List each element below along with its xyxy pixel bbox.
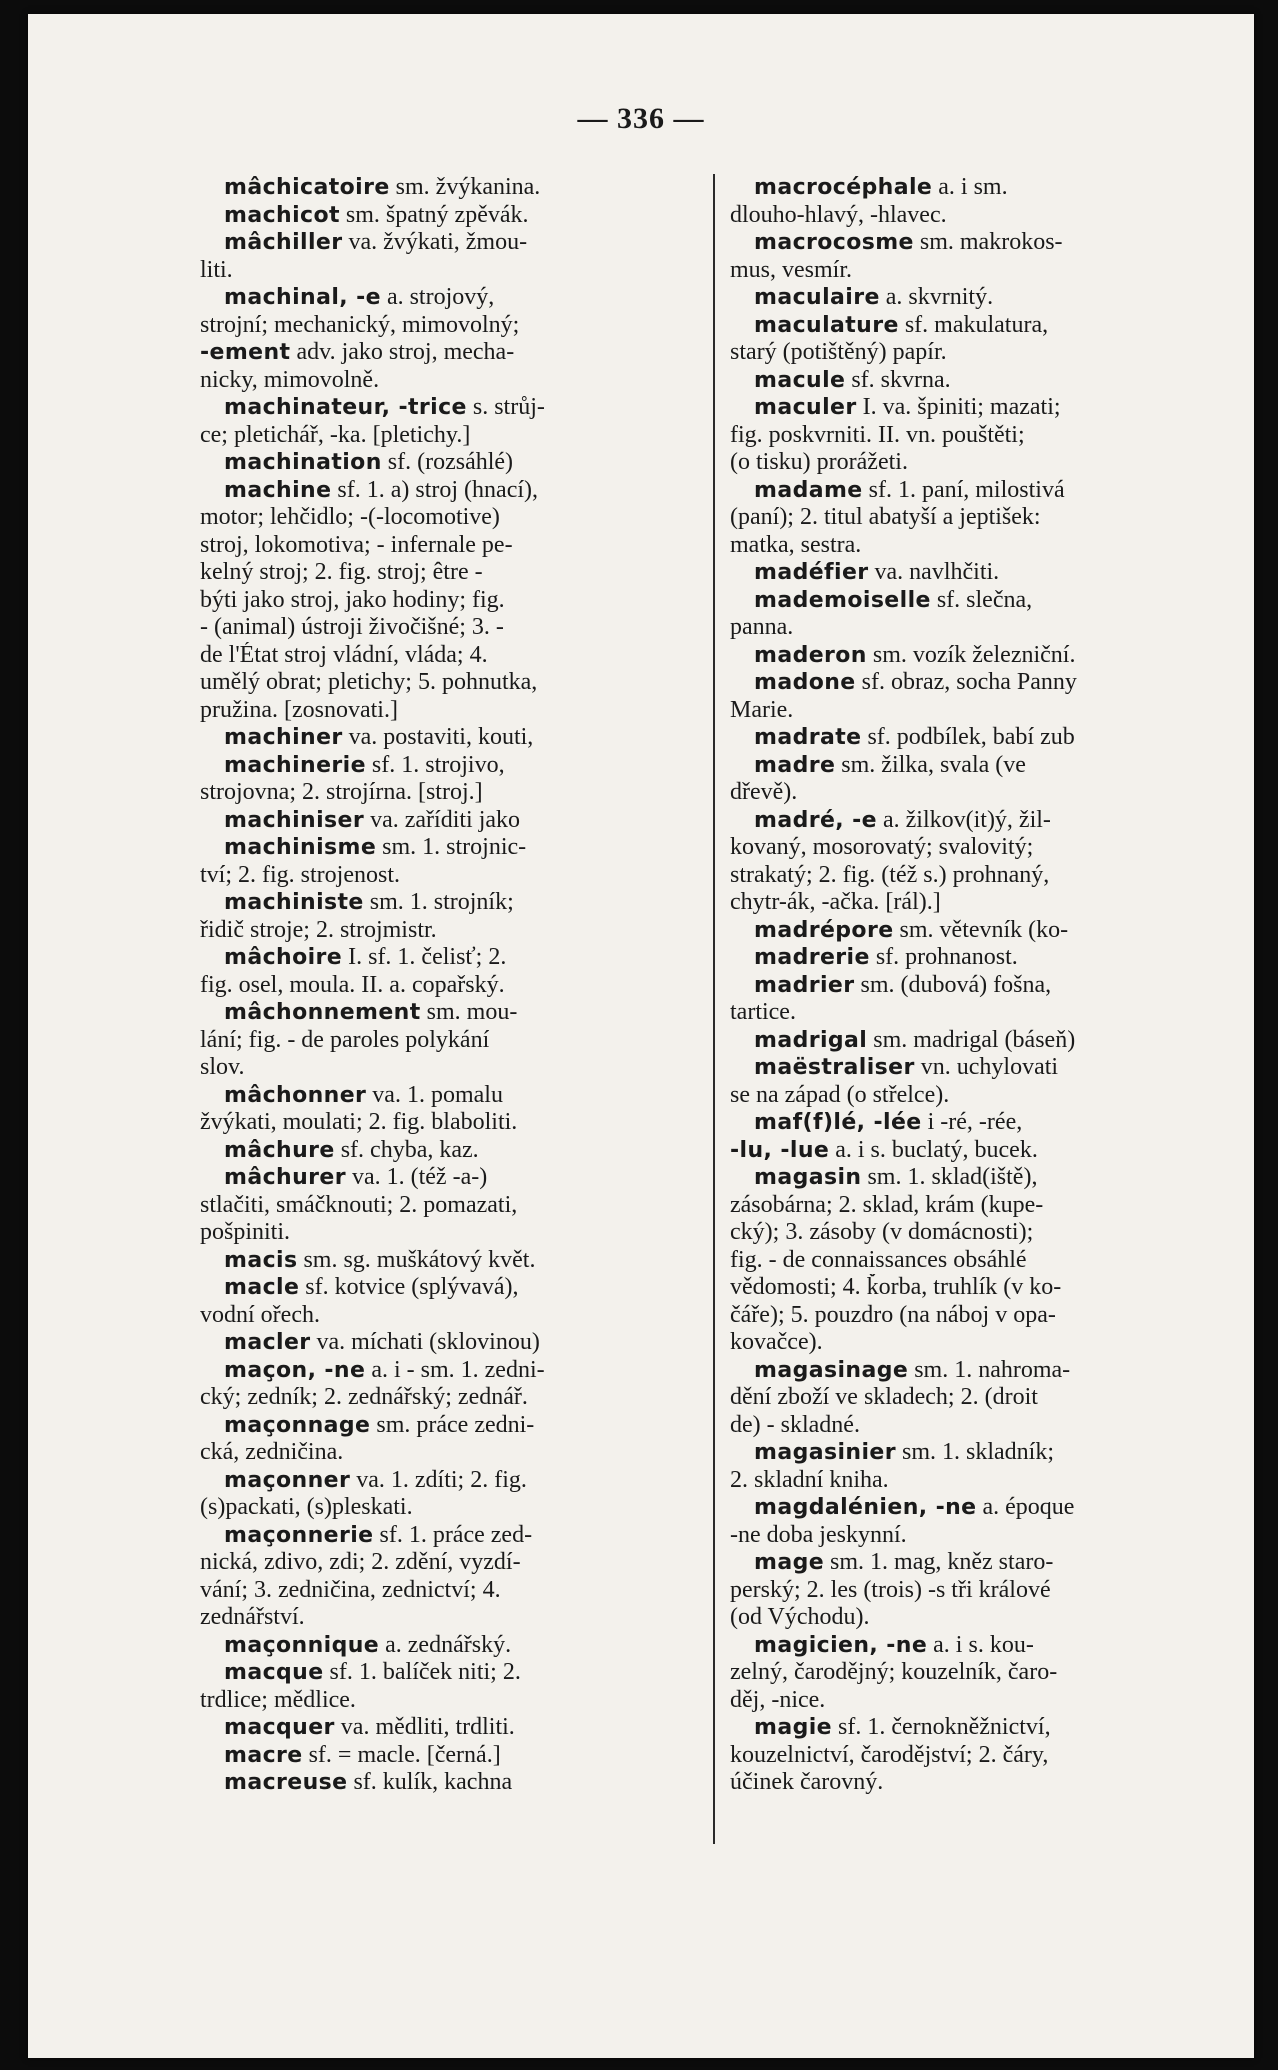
definition-text: - (animal) ústroji živočišné; 3. - bbox=[200, 614, 504, 640]
dictionary-line bbox=[730, 1522, 1200, 1550]
headword: macule bbox=[754, 367, 846, 393]
definition-text: (od Východu). bbox=[730, 1604, 870, 1630]
dictionary-line bbox=[730, 917, 1200, 945]
headword: madrerie bbox=[754, 945, 870, 970]
dictionary-line bbox=[730, 1302, 1200, 1330]
dictionary-line bbox=[200, 999, 694, 1027]
definition-text: (s)packati, (s)pleskati. bbox=[200, 1494, 413, 1520]
definition-text: čáře); 5. pouzdro (na náboj v opa- bbox=[730, 1301, 1056, 1328]
dictionary-line bbox=[730, 229, 1200, 257]
definition-text: stlačiti, smáčknouti; 2. pomazati, bbox=[200, 1191, 518, 1218]
headword: -lu, -lue bbox=[730, 1137, 830, 1163]
dictionary-line bbox=[730, 1742, 1200, 1770]
dictionary-line bbox=[730, 1274, 1200, 1302]
dictionary-line bbox=[730, 1357, 1200, 1385]
definition-text: Marie. bbox=[730, 696, 794, 723]
definition-text: vodní ořech. bbox=[200, 1301, 320, 1328]
dictionary-line bbox=[200, 202, 694, 230]
dictionary-line bbox=[200, 944, 694, 972]
definition-text: fig. - de connaissances obsáhlé bbox=[730, 1246, 1027, 1273]
headword: madrate bbox=[754, 725, 862, 750]
definition-text: tví; 2. fig. strojenost. bbox=[200, 861, 400, 888]
definition-text: s. strůj- bbox=[466, 394, 545, 420]
definition-text: sm. mou- bbox=[420, 999, 518, 1025]
definition-text: sm. (dubová) fošna, bbox=[854, 971, 1052, 998]
definition-text: va. žvýkati, žmou- bbox=[342, 229, 528, 255]
dictionary-line bbox=[730, 1632, 1200, 1660]
headword: mâchurer bbox=[224, 1165, 346, 1190]
dictionary-line bbox=[200, 229, 694, 257]
dictionary-line bbox=[730, 1687, 1200, 1715]
headword: machinal, -e bbox=[224, 285, 381, 310]
dictionary-line bbox=[200, 559, 694, 587]
headword: machination bbox=[224, 450, 382, 475]
definition-text: sm. 1. sklad(iště), bbox=[861, 1164, 1038, 1190]
definition-text: 2. skladní kniha. bbox=[730, 1466, 889, 1493]
headword: macler bbox=[224, 1330, 311, 1355]
dictionary-line bbox=[730, 477, 1200, 505]
definition-text: sm. 1. mag, kněz staro- bbox=[824, 1549, 1054, 1575]
definition-text: nicky, mimovolně. bbox=[200, 366, 380, 393]
dictionary-line bbox=[200, 614, 694, 642]
dictionary-line bbox=[200, 642, 694, 670]
dictionary-line bbox=[200, 779, 694, 807]
headword: mâchonner bbox=[224, 1082, 367, 1108]
dictionary-line bbox=[730, 559, 1200, 587]
dictionary-line bbox=[200, 1137, 694, 1165]
dictionary-line bbox=[200, 1687, 694, 1715]
headword: macque bbox=[224, 1660, 324, 1685]
dictionary-line bbox=[200, 422, 694, 450]
dictionary-line bbox=[730, 1027, 1200, 1055]
headword: magasinier bbox=[754, 1440, 896, 1465]
dictionary-line bbox=[200, 504, 694, 532]
dictionary-line bbox=[200, 1082, 694, 1110]
headword: mâchure bbox=[224, 1137, 335, 1163]
headword: maculature bbox=[754, 312, 899, 338]
dictionary-line bbox=[730, 339, 1200, 367]
definition-text: kelný stroj; 2. fig. stroj; être - bbox=[200, 559, 483, 585]
definition-text: strojní; mechanický, mimovolný; bbox=[200, 311, 520, 338]
headword: madrier bbox=[754, 972, 855, 998]
dictionary-line bbox=[730, 1137, 1200, 1165]
dictionary-line bbox=[200, 1329, 694, 1357]
definition-text: vání; 3. zedničina, zednictví; 4. bbox=[200, 1576, 501, 1603]
dictionary-line bbox=[730, 1109, 1200, 1137]
headword: macrocéphale bbox=[754, 175, 933, 200]
definition-text: děj, -nice. bbox=[730, 1686, 826, 1713]
definition-text: a. époque bbox=[976, 1494, 1075, 1520]
definition-text: I. sf. 1. čelisť; 2. bbox=[342, 944, 507, 970]
dictionary-line bbox=[200, 1577, 694, 1605]
dictionary-line bbox=[200, 1439, 694, 1467]
dictionary-line bbox=[730, 257, 1200, 285]
dictionary-line bbox=[730, 1577, 1200, 1605]
dictionary-line bbox=[730, 779, 1200, 807]
dictionary-line bbox=[200, 669, 694, 697]
dictionary-line bbox=[200, 1357, 694, 1385]
definition-text: ce; pletichář, -ka. [pletichy.] bbox=[200, 421, 471, 448]
definition-text: sf. 1. a) stroj (hnací), bbox=[331, 476, 539, 503]
headword: macquer bbox=[224, 1715, 335, 1740]
dictionary-line bbox=[200, 1109, 694, 1137]
dictionary-line bbox=[730, 1054, 1200, 1082]
definition-text: sm. 1. strojník; bbox=[363, 889, 514, 915]
dictionary-line bbox=[730, 394, 1200, 422]
headword: macreuse bbox=[224, 1770, 348, 1795]
headword: maçonnerie bbox=[224, 1522, 374, 1548]
definition-text: kovačce). bbox=[730, 1329, 823, 1355]
dictionary-line bbox=[730, 889, 1200, 917]
dictionary-line bbox=[200, 862, 694, 890]
definition-text: a. zednářský. bbox=[379, 1631, 512, 1658]
definition-text: stroj, lokomotiva; - infernale pe- bbox=[200, 531, 513, 558]
definition-text: sf. (rozsáhlé) bbox=[381, 449, 514, 475]
dictionary-line bbox=[730, 1549, 1200, 1577]
dictionary-line bbox=[200, 1714, 694, 1742]
definition-text: býti jako stroj, jako hodiny; fig. bbox=[200, 586, 505, 613]
definition-text: panna. bbox=[730, 614, 794, 640]
headword: maçonnage bbox=[224, 1412, 371, 1438]
dictionary-line bbox=[200, 1247, 694, 1275]
definition-text: adv. jako stroj, mecha- bbox=[290, 339, 515, 365]
dictionary-line bbox=[730, 367, 1200, 395]
dictionary-line bbox=[730, 944, 1200, 972]
dictionary-line bbox=[730, 422, 1200, 450]
dictionary-line bbox=[200, 1384, 694, 1412]
definition-text: kouzelnictví, čarodějství; 2. čáry, bbox=[730, 1741, 1049, 1768]
headword: mademoiselle bbox=[754, 587, 931, 613]
dictionary-line bbox=[200, 889, 694, 917]
headword: mâchiller bbox=[224, 230, 343, 255]
definition-text: fig. poskvrniti. II. vn. pouštěti; bbox=[730, 421, 1025, 448]
definition-text: vn. uchylovati bbox=[914, 1054, 1059, 1080]
dictionary-line bbox=[200, 1494, 694, 1522]
headword: machiner bbox=[224, 725, 343, 750]
dictionary-line bbox=[200, 257, 694, 285]
dictionary-line bbox=[730, 999, 1200, 1027]
definition-text: se na západ (o střelce). bbox=[730, 1081, 950, 1108]
dictionary-line bbox=[730, 614, 1200, 642]
dictionary-line bbox=[200, 1742, 694, 1770]
dictionary-line bbox=[730, 1467, 1200, 1495]
definition-text: sm. 1. skladník; bbox=[895, 1439, 1054, 1465]
definition-text: sm. práce zedni- bbox=[370, 1411, 535, 1438]
definition-text: sf. 1. paní, milostivá bbox=[862, 476, 1065, 503]
headword: magie bbox=[754, 1715, 832, 1740]
dictionary-line bbox=[200, 1549, 694, 1577]
dictionary-line bbox=[730, 1164, 1200, 1192]
headword: machiniser bbox=[224, 807, 365, 833]
headword: macis bbox=[224, 1247, 298, 1273]
headword: maçonner bbox=[224, 1467, 351, 1493]
dictionary-line bbox=[730, 1329, 1200, 1357]
definition-text: de l'État stroj vládní, vláda; 4. bbox=[200, 641, 488, 668]
definition-text: sf. prohnanost. bbox=[869, 944, 1018, 970]
definition-text: sm. vozík železniční. bbox=[866, 641, 1076, 668]
headword: maëstraliser bbox=[754, 1055, 915, 1080]
headword: machiniste bbox=[224, 890, 364, 915]
definition-text: žvýkati, moulati; 2. fig. blaboliti. bbox=[200, 1109, 518, 1135]
definition-text: sf. 1. černokněžnictví, bbox=[831, 1714, 1051, 1740]
definition-text: cký); 3. zásoby (v domácnosti); bbox=[730, 1219, 1034, 1245]
headword: madré, -e bbox=[754, 807, 877, 833]
headword: machinerie bbox=[224, 752, 366, 778]
dictionary-line bbox=[730, 972, 1200, 1000]
definition-text: a. skvrnitý. bbox=[879, 284, 994, 310]
dictionary-line bbox=[730, 1659, 1200, 1687]
definition-text: va. postaviti, kouti, bbox=[342, 724, 534, 750]
dictionary-line bbox=[200, 1054, 694, 1082]
dictionary-line bbox=[730, 449, 1200, 477]
dictionary-line bbox=[200, 1219, 694, 1247]
dictionary-line bbox=[200, 1274, 694, 1302]
dictionary-line bbox=[200, 394, 694, 422]
headword: magasin bbox=[754, 1165, 862, 1190]
definition-text: sf. slečna, bbox=[930, 586, 1033, 613]
headword: macrocosme bbox=[754, 230, 914, 255]
dictionary-line bbox=[200, 1659, 694, 1687]
headword: magdalénien, -ne bbox=[754, 1495, 977, 1520]
definition-text: sf. kulík, kachna bbox=[347, 1769, 513, 1795]
definition-text: sm. makrokos- bbox=[913, 229, 1063, 255]
headword: magicien, -ne bbox=[754, 1632, 928, 1658]
headword: maçonnique bbox=[224, 1632, 380, 1658]
definition-text: řidič stroje; 2. strojmistr. bbox=[200, 916, 437, 943]
definition-text: účinek čarovný. bbox=[730, 1769, 884, 1795]
dictionary-line bbox=[200, 834, 694, 862]
headword: maculer bbox=[754, 395, 857, 420]
definition-text: sf. = macle. [černá.] bbox=[302, 1741, 501, 1768]
headword: madrépore bbox=[754, 917, 894, 943]
definition-text: va. navlhčiti. bbox=[868, 559, 1000, 585]
headword: madone bbox=[754, 670, 856, 695]
definition-text: strojovna; 2. strojírna. [stroj.] bbox=[200, 779, 483, 805]
definition-text: sm. 1. strojnic- bbox=[376, 834, 527, 860]
dictionary-line bbox=[200, 284, 694, 312]
dictionary-line bbox=[730, 1384, 1200, 1412]
dictionary-line bbox=[200, 532, 694, 560]
dictionary-line bbox=[200, 449, 694, 477]
page-number: — 336 — bbox=[577, 102, 705, 135]
dictionary-line bbox=[200, 1467, 694, 1495]
dictionary-line bbox=[730, 1247, 1200, 1275]
headword: mage bbox=[754, 1550, 825, 1575]
headword: -ement bbox=[200, 340, 291, 365]
headword: macle bbox=[224, 1275, 300, 1300]
definition-text: fig. osel, moula. II. a. copařský. bbox=[200, 971, 505, 998]
definition-text: nická, zdivo, zdi; 2. zdění, vyzdí- bbox=[200, 1549, 521, 1575]
definition-text: liti. bbox=[200, 256, 233, 283]
headword: madéfier bbox=[754, 560, 869, 585]
definition-text: tartice. bbox=[730, 999, 796, 1025]
definition-text: I. va. špiniti; mazati; bbox=[856, 394, 1061, 420]
definition-text: strakatý; 2. fig. (též s.) prohnaný, bbox=[730, 861, 1050, 888]
definition-text: dlouho-hlavý, -hlavec. bbox=[730, 201, 947, 228]
definition-text: va. 1. (též -a-) bbox=[345, 1164, 488, 1190]
headword: mâchonnement bbox=[224, 1000, 421, 1025]
dictionary-line bbox=[200, 1632, 694, 1660]
definition-text: zednářství. bbox=[200, 1604, 305, 1630]
dictionary-line bbox=[730, 669, 1200, 697]
dictionary-line bbox=[730, 642, 1200, 670]
dictionary-line bbox=[730, 724, 1200, 752]
dictionary-line bbox=[730, 312, 1200, 340]
dictionary-line bbox=[730, 174, 1200, 202]
definition-text: sm. 1. nahroma- bbox=[908, 1356, 1071, 1383]
headword: magasinage bbox=[754, 1357, 909, 1383]
dictionary-line bbox=[730, 1494, 1200, 1522]
dictionary-line bbox=[730, 1082, 1200, 1110]
definition-text: sf. chyba, kaz. bbox=[334, 1136, 479, 1163]
definition-text: va. 1. pomalu bbox=[366, 1081, 503, 1108]
definition-text: de) - skladné. bbox=[730, 1411, 860, 1438]
definition-text: sm. sg. muškátový květ. bbox=[297, 1246, 536, 1273]
definition-text: perský; 2. les (trois) -s tři králové bbox=[730, 1576, 1051, 1603]
definition-text: -ne doba jeskynní. bbox=[730, 1521, 907, 1548]
definition-text: a. i sm. bbox=[932, 174, 1008, 200]
dictionary-line bbox=[730, 1769, 1200, 1797]
right-column bbox=[730, 174, 1200, 1797]
definition-text: va. zaříditi jako bbox=[364, 806, 521, 833]
definition-text: sf. 1. práce zed- bbox=[373, 1521, 533, 1548]
definition-text: sf. podbílek, babí zub bbox=[861, 724, 1075, 750]
definition-text: sf. 1. strojivo, bbox=[365, 751, 505, 778]
headword: maderon bbox=[754, 642, 867, 668]
dictionary-line bbox=[200, 1522, 694, 1550]
dictionary-line bbox=[730, 697, 1200, 725]
dictionary-line bbox=[200, 174, 694, 202]
dictionary-line bbox=[200, 697, 694, 725]
dictionary-line bbox=[730, 862, 1200, 890]
dictionary-line bbox=[200, 752, 694, 780]
headword: mâchoire bbox=[224, 945, 343, 970]
dictionary-line bbox=[200, 1302, 694, 1330]
definition-text: va. 1. zdíti; 2. fig. bbox=[350, 1466, 527, 1493]
headword: madame bbox=[754, 477, 863, 503]
dictionary-line bbox=[730, 532, 1200, 560]
left-column bbox=[200, 174, 694, 1797]
headword: macre bbox=[224, 1742, 303, 1768]
dictionary-line bbox=[730, 1604, 1200, 1632]
definition-text: slov. bbox=[200, 1054, 245, 1080]
headword: madrigal bbox=[754, 1027, 868, 1053]
headword: machinateur, -trice bbox=[224, 395, 467, 420]
definition-text: sf. 1. balíček niti; 2. bbox=[323, 1659, 521, 1685]
definition-text: dřevě). bbox=[730, 779, 798, 805]
dictionary-line bbox=[730, 1219, 1200, 1247]
dictionary-line bbox=[730, 752, 1200, 780]
definition-text: sf. makulatura, bbox=[898, 311, 1049, 338]
definition-text: sm. větevník (ko- bbox=[893, 916, 1069, 943]
dictionary-line bbox=[730, 587, 1200, 615]
definition-text: trdlice; mědlice. bbox=[200, 1686, 356, 1713]
definition-text: pružina. [zosnovati.] bbox=[200, 696, 398, 723]
definition-text: zelný, čarodějný; kouzelník, čaro- bbox=[730, 1659, 1058, 1685]
dictionary-line bbox=[200, 807, 694, 835]
definition-text: kovaný, mosorovatý; svalovitý; bbox=[730, 834, 1034, 860]
definition-text: sm. žvýkanina. bbox=[389, 174, 541, 200]
dictionary-page bbox=[28, 14, 1254, 2058]
definition-text: a. i s. kou- bbox=[927, 1631, 1034, 1658]
definition-text: i -ré, -rée, bbox=[921, 1109, 1023, 1135]
dictionary-line bbox=[730, 1714, 1200, 1742]
headword: mâchicatoire bbox=[224, 175, 390, 200]
dictionary-line bbox=[730, 202, 1200, 230]
dictionary-line bbox=[200, 1164, 694, 1192]
definition-text: lání; fig. - de paroles polykání bbox=[200, 1026, 490, 1053]
dictionary-line bbox=[200, 477, 694, 505]
definition-text: vědomosti; 4. ǩorba, truhlík (v ko- bbox=[730, 1274, 1062, 1300]
definition-text: a. i - sm. 1. zedni- bbox=[365, 1356, 545, 1383]
dictionary-line bbox=[200, 917, 694, 945]
dictionary-line bbox=[200, 1412, 694, 1440]
definition-text: a. i s. buclatý, bucek. bbox=[829, 1136, 1038, 1163]
definition-text: cký; zedník; 2. zednářský; zednář. bbox=[200, 1384, 528, 1410]
dictionary-line bbox=[200, 1769, 694, 1797]
dictionary-line bbox=[200, 1027, 694, 1055]
definition-text: zásobárna; 2. sklad, krám (kupe- bbox=[730, 1191, 1044, 1218]
dictionary-line bbox=[200, 367, 694, 395]
definition-text: dění zboží ve skladech; 2. (droit bbox=[730, 1384, 1038, 1410]
definition-text: motor; lehčidlo; -(-locomotive) bbox=[200, 504, 500, 530]
dictionary-line bbox=[200, 972, 694, 1000]
definition-text: sf. kotvice (splývavá), bbox=[299, 1274, 519, 1300]
dictionary-line bbox=[730, 1439, 1200, 1467]
definition-text: pošpiniti. bbox=[200, 1219, 291, 1245]
definition-text: cká, zedničina. bbox=[200, 1439, 344, 1465]
dictionary-line bbox=[730, 504, 1200, 532]
definition-text: chytr-ák, -ačka. [rál).] bbox=[730, 889, 941, 915]
dictionary-line bbox=[200, 1192, 694, 1220]
definition-text: starý (potištěný) papír. bbox=[730, 339, 947, 365]
definition-text: sf. skvrna. bbox=[845, 366, 951, 393]
definition-text: va. míchati (sklovinou) bbox=[310, 1329, 540, 1355]
definition-text: sm. špatný zpěvák. bbox=[339, 201, 529, 228]
definition-text: a. strojový, bbox=[380, 284, 495, 310]
definition-text: sm. žilka, svala (ve bbox=[835, 751, 1026, 778]
definition-text: (o tisku) prorážeti. bbox=[730, 449, 908, 475]
dictionary-line bbox=[200, 312, 694, 340]
definition-text: (paní); 2. titul abatyší a jeptišek: bbox=[730, 504, 1041, 530]
dictionary-line bbox=[730, 834, 1200, 862]
definition-text: matka, sestra. bbox=[730, 531, 862, 558]
dictionary-line bbox=[730, 1412, 1200, 1440]
definition-text: mus, vesmír. bbox=[730, 256, 853, 283]
headword: machinisme bbox=[224, 835, 377, 860]
definition-text: sm. madrigal (báseň) bbox=[867, 1026, 1076, 1053]
column-divider bbox=[713, 174, 715, 1844]
definition-text: umělý obrat; pletichy; 5. pohnutka, bbox=[200, 669, 538, 695]
definition-text: sf. obraz, socha Panny bbox=[855, 669, 1077, 695]
dictionary-line bbox=[730, 807, 1200, 835]
dictionary-line bbox=[200, 1604, 694, 1632]
dictionary-line bbox=[200, 339, 694, 367]
dictionary-line bbox=[200, 724, 694, 752]
headword: madre bbox=[754, 752, 836, 778]
headword: maculaire bbox=[754, 285, 880, 310]
dictionary-line bbox=[730, 1192, 1200, 1220]
dictionary-line bbox=[730, 284, 1200, 312]
definition-text: a. žilkov(it)ý, žil- bbox=[876, 806, 1051, 833]
headword: machicot bbox=[224, 202, 340, 228]
headword: machine bbox=[224, 477, 332, 503]
headword: maçon, -ne bbox=[224, 1357, 366, 1383]
headword: maf(f)lé, -lée bbox=[754, 1110, 922, 1135]
dictionary-line bbox=[200, 587, 694, 615]
definition-text: va. mědliti, trdliti. bbox=[334, 1714, 515, 1740]
